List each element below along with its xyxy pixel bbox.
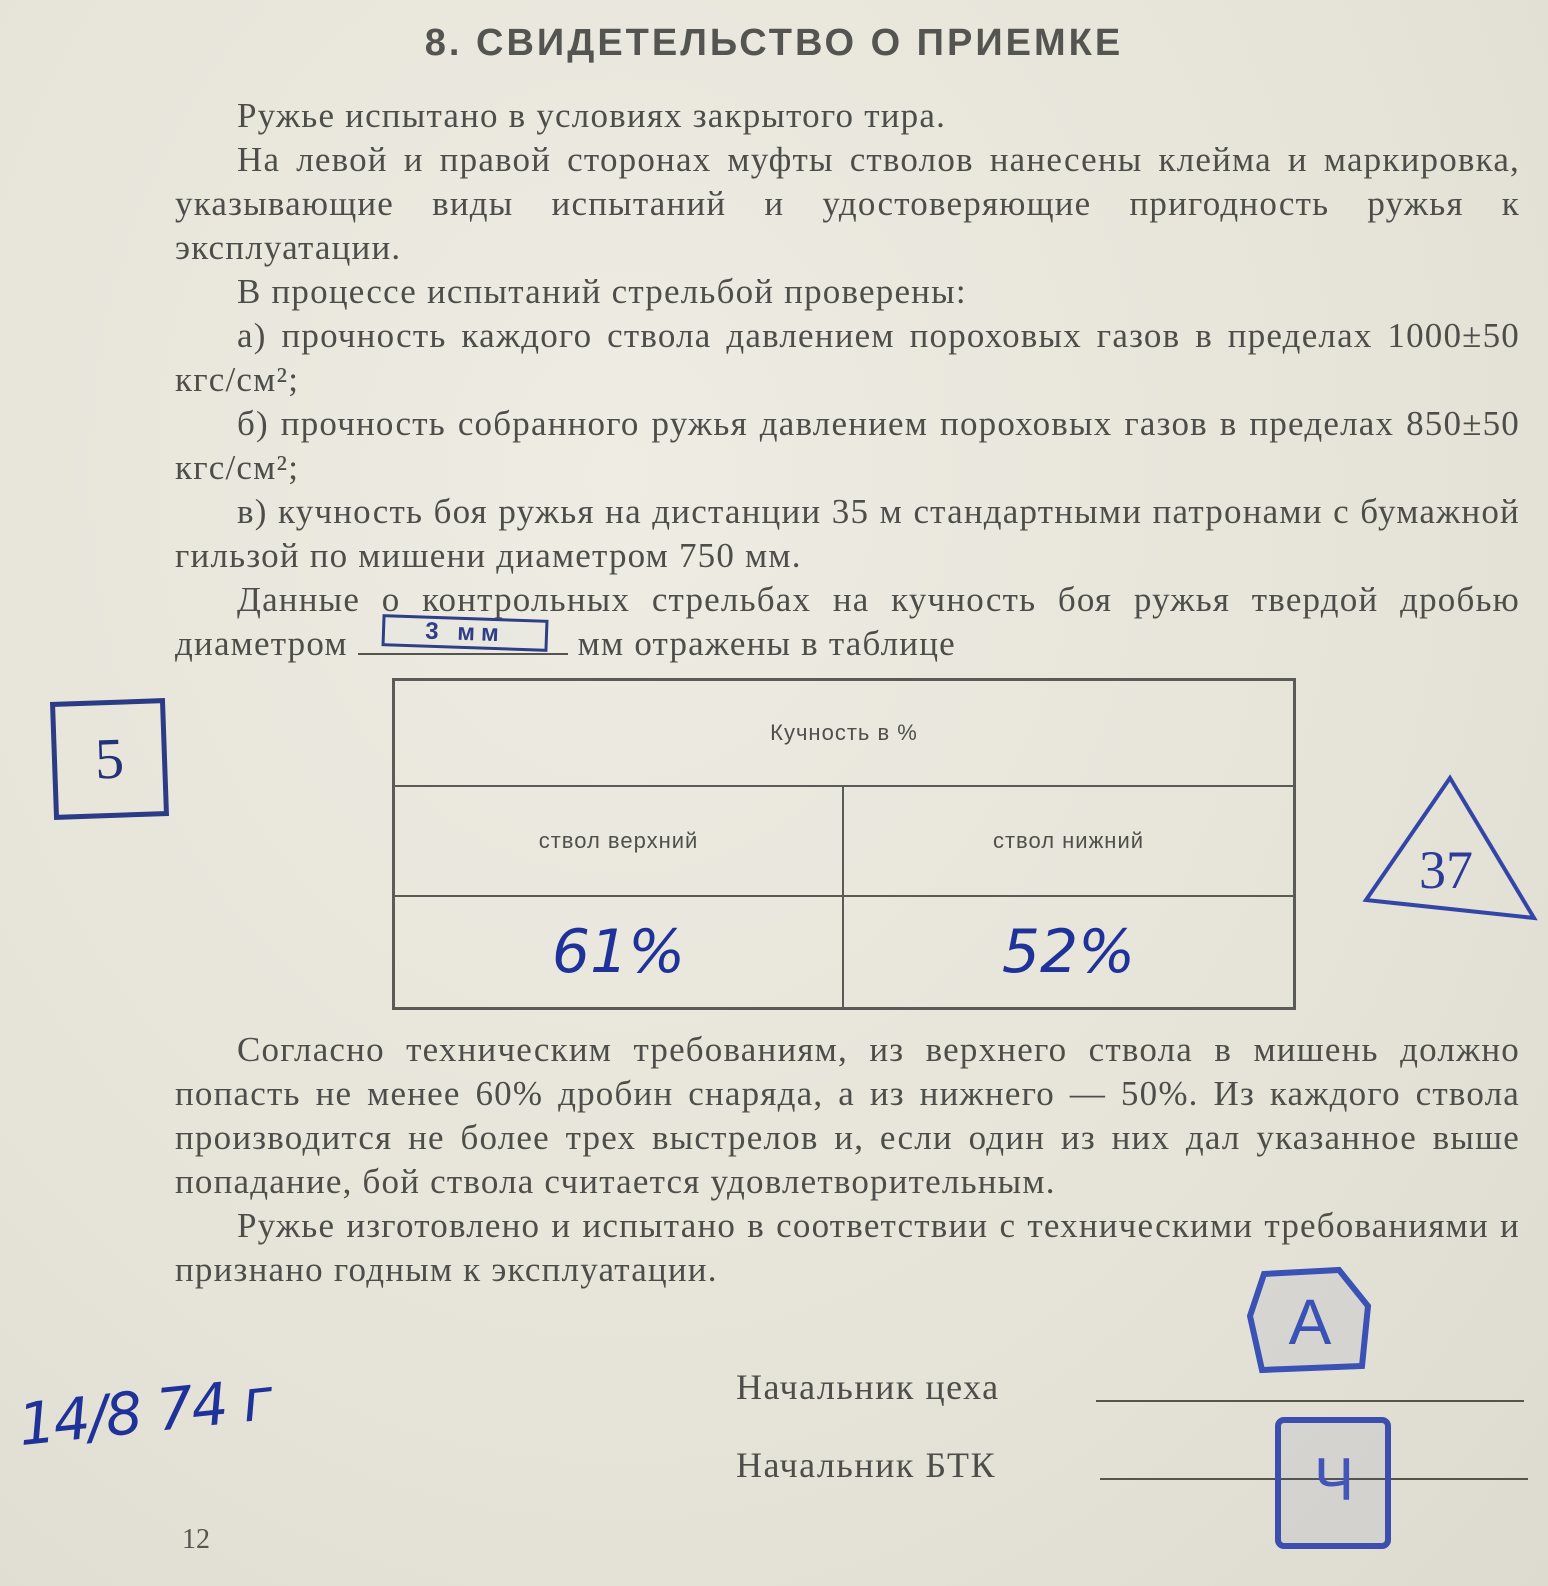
paragraph-item-c: в) кучность боя ружья на дистанции 35 м стандартными патронами с бумажной гильзой по мишени диаметром 750 мм. [175, 492, 1520, 575]
shot-size-blank [358, 617, 568, 655]
intro-text [175, 94, 1520, 666]
handwritten-date: 14/8 74 г [15, 1364, 275, 1460]
letter-a-stamp [1244, 1266, 1374, 1376]
page-number: 12 [182, 1524, 210, 1555]
value-lower-barrel: 52% [1001, 917, 1136, 987]
paragraph-1: Ружье испытано в условиях закрытого тира. [237, 96, 947, 135]
paragraph-conclusion: Ружье изготовлено и испытано в соответствии с техническими требованиями и признано годным к эксплуатации. [175, 1206, 1520, 1289]
value-upper-barrel: 61% [395, 897, 844, 1007]
paragraph-3: В процессе испытаний стрельбой проверены: [237, 272, 967, 311]
paragraph-item-b: б) прочность собранного ружья давлением пороховых газов в пределах 850±50 кгс/см²; [175, 404, 1520, 487]
requirements-text [175, 1028, 1520, 1292]
paragraph-shot-size [175, 578, 1520, 666]
column-lower-barrel: ствол нижний [844, 785, 1293, 897]
triangle-stamp [1362, 772, 1542, 932]
page-title: 8. СВИДЕТЕЛЬСТВО О ПРИЕМКЕ [424, 22, 1124, 64]
table-header: Кучность в % [395, 681, 1293, 787]
letter-ch-stamp-letter: Ч [1314, 1446, 1354, 1513]
column-upper-barrel: ствол верхний [395, 785, 844, 897]
shot-text-before: Данные о контрольных стрельбах на кучность боя ружья твердой дробью диаметром [175, 580, 1520, 663]
shot-text-after: мм отражены в таблице [577, 624, 956, 663]
paragraph-requirements: Согласно техническим требованиям, из верхнего ствола в мишень должно попасть не менее 60% дробин снаряда, а из нижнего — 50%. Из каждого ствола производится не более трех выстрелов и, если один из них дал указанное выше попадание, бой ствола считается удовлетворительным. [175, 1030, 1520, 1201]
paragraph-item-a: а) прочность каждого ствола давлением пороховых газов в пределах 1000±50 кгс/см²; [175, 316, 1520, 399]
signature-btk-label: Начальник БТК [736, 1445, 997, 1485]
shot-size-stamp: 3 мм [381, 614, 548, 652]
triangle-stamp-number: 37 [1419, 840, 1473, 900]
letter-ch-stamp [1270, 1414, 1396, 1552]
signature-workshop-label: Начальник цеха [736, 1367, 1000, 1407]
accuracy-table [392, 678, 1296, 1010]
letter-a-stamp-letter: А [1288, 1286, 1332, 1358]
paragraph-2: На левой и правой сторонах муфты стволов нанесены клейма и маркировка, указывающие виды испытаний и удостоверяющие пригодность ружья к эксплуатации. [175, 140, 1520, 267]
number-box-stamp: 5 [50, 698, 169, 820]
signature-workshop-line [1096, 1400, 1524, 1402]
